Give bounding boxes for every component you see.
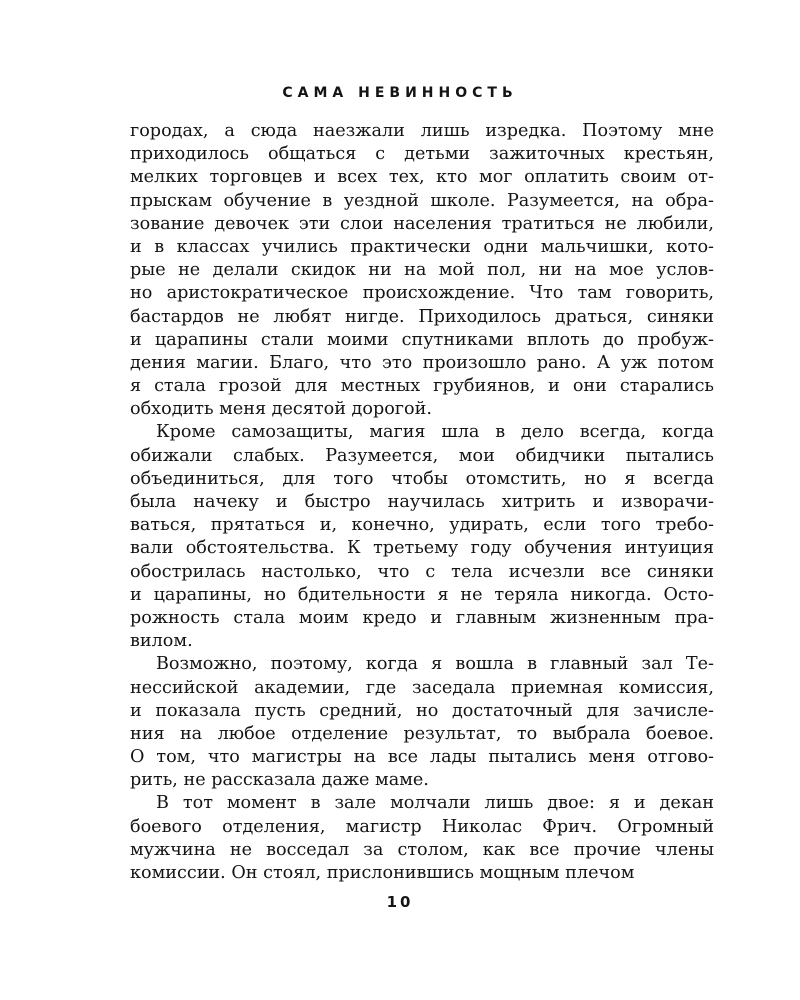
text-line: обходить меня десятой дорогой. — [130, 399, 432, 420]
text-line: и царапины, но бдительности я не теряла никогда. Осто- — [130, 584, 714, 605]
text-line: бастардов не любят нигде. Приходилось драться, синяки — [130, 306, 714, 327]
text-line: Возможно, поэтому, когда я вошла в главный зал Те- — [156, 654, 714, 675]
text-line: вилом. — [130, 631, 193, 652]
text-line: городах, а сюда наезжали лишь изредка. Поэтому мне — [130, 121, 714, 141]
text-line: была начеку и быстро научилась хитрить и изворачи- — [130, 492, 714, 512]
text-line: рить, не рассказала даже маме. — [130, 770, 429, 791]
text-line: боевого отделения, магистр Николас Фрич. Огромный — [130, 816, 714, 837]
paragraph — [130, 792, 714, 885]
text-line: и показала пусть средний, но достаточный для зачисле- — [130, 700, 714, 721]
text-line: мелких торговцев и всех тех, кто мог оплатить своим от- — [130, 167, 714, 188]
text-line: комиссии. Он стоял, прислонившись мощным плечом — [130, 863, 635, 883]
body-text — [130, 120, 714, 885]
text-line: ния на любое отделение результат, то выбрала боевое. — [130, 723, 714, 744]
page-number: 10 — [386, 893, 414, 911]
text-line: нессийской академии, где заседала приемная комиссия, — [130, 677, 714, 698]
text-line: дения магии. Благо, что это произошло рано. А уж потом — [130, 352, 714, 373]
text-line: обижали слабых. Разумеется, мои обидчики пытались — [130, 445, 714, 466]
paragraph — [130, 120, 714, 421]
text-line: рожность стала моим кредо и главным жизненным пра- — [130, 607, 714, 628]
text-line: О том, что магистры на все лады пытались меня отгово- — [130, 747, 714, 768]
text-line: объединиться, для того чтобы отомстить, но я всегда — [130, 468, 714, 489]
running-head: САМА НЕВИННОСТЬ — [282, 85, 518, 101]
text-line: Кроме самозащиты, магия шла в дело всегда, когда — [156, 422, 714, 443]
text-line: и в классах учились практически одни мальчишки, кото- — [130, 236, 714, 257]
text-line: В тот момент в зале молчали лишь двое: я и декан — [156, 793, 714, 814]
text-line: я стала грозой для местных грубиянов, и они старались — [130, 376, 714, 397]
text-line: и царапины стали моими спутниками вплоть до пробуж- — [130, 329, 714, 350]
text-line: прыскам обучение в уездной школе. Разумеется, на обра- — [130, 190, 714, 211]
text-line: ваться, прятаться и, конечно, удирать, если того требо- — [130, 515, 714, 536]
text-line: обострилась настолько, что с тела исчезли все синяки — [130, 561, 714, 582]
paragraph — [130, 653, 714, 792]
text-line: рые не делали скидок ни на мой пол, ни на мое услов- — [130, 260, 714, 281]
text-line: приходилось общаться с детьми зажиточных крестьян, — [130, 144, 714, 165]
text-line: вали обстоятельства. К третьему году обучения интуиция — [130, 538, 714, 559]
text-line: зование девочек эти слои населения тратиться не любили, — [130, 213, 714, 234]
text-line: мужчина не восседал за столом, как все прочие члены — [130, 839, 714, 860]
text-line: но аристократическое происхождение. Что там говорить, — [130, 283, 714, 304]
paragraph — [130, 421, 714, 653]
